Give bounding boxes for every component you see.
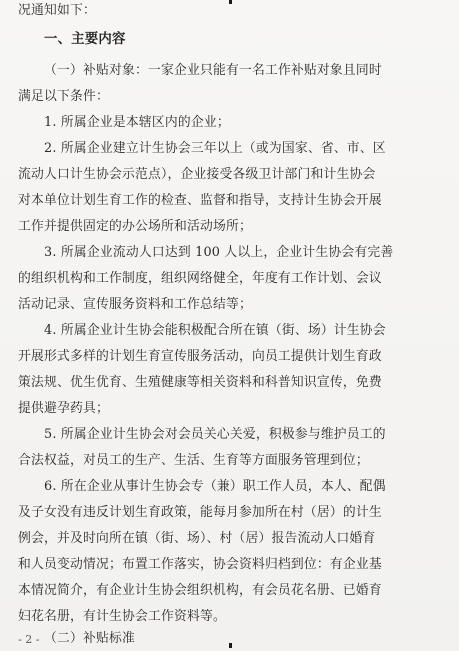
text-line: 合法权益，对员工的生产、生活、生育等方面服务管理到位； [18,453,369,468]
text-line: 4. 所属企业计生协会能积极配合所在镇（街、场）计生协会 [44,323,386,338]
text-line: 策法规、优生优育、生殖健康等相关资料和科普知识宣传，免费 [18,375,382,390]
text-line: 6. 所在企业从事计生协会专（兼）职工作人员，本人、配偶 [44,479,386,494]
text-line: （一）补贴对象：一家企业只能有一名工作补贴对象且同时 [44,63,382,78]
text-line: 5. 所属企业计生协会对会员关心关爱，积极参与维护员工的 [44,427,386,442]
text-line: 流动人口计生协会示范点），企业接受各级卫计部门和计生协会 [18,167,376,182]
page-number: - 2 - [18,633,40,646]
text-line: 提供避孕药具； [18,401,109,416]
text-line: 和人员变动情况；布置工作落实，协会资料归档到位：有企业基 [18,557,382,572]
text-line: 开展形式多样的计划生育宣传服务活动，向员工提供计划生育政 [18,349,382,364]
text-line: 对本单位计划生育工作的检查、监督和指导，支持计生协会开展 [18,193,382,208]
text-line: 例会，并及时向所在镇（街、场）、村（居）报告流动人口婚育 [18,531,376,546]
text-line: 本情况简介，有企业计生协会组织机构，有会员花名册、已婚育 [18,583,382,598]
text-line: 及子女没有违反计划生育政策，能每月参加所在村（居）的计生 [18,505,382,520]
text-line: 满足以下条件： [18,89,109,104]
top-binding-mark [229,0,232,4]
bottom-binding-mark [229,643,232,648]
text-line: 况通知如下： [18,3,96,18]
text-line: 2. 所属企业建立计生协会三年以上（或为国家、省、市、区 [44,141,386,156]
section-heading: 一、主要内容 [44,32,126,47]
text-line: 的组织机构和工作制度，组织网络健全，年度有工作计划、会议 [18,271,382,286]
text-line: 妇花名册，有计生协会工作资料等。 [18,609,226,624]
text-line: 活动记录、宣传服务资料和工作总结等； [18,297,252,312]
text-line: 1. 所属企业是本辖区内的企业； [44,115,230,130]
text-line: 工作并提供固定的办公场所和活动场所； [18,219,252,234]
subsection-heading: （二）补贴标准 [44,631,135,646]
text-line: 3. 所属企业流动人口达到 100 人以上，企业计生协会有完善 [44,245,394,260]
